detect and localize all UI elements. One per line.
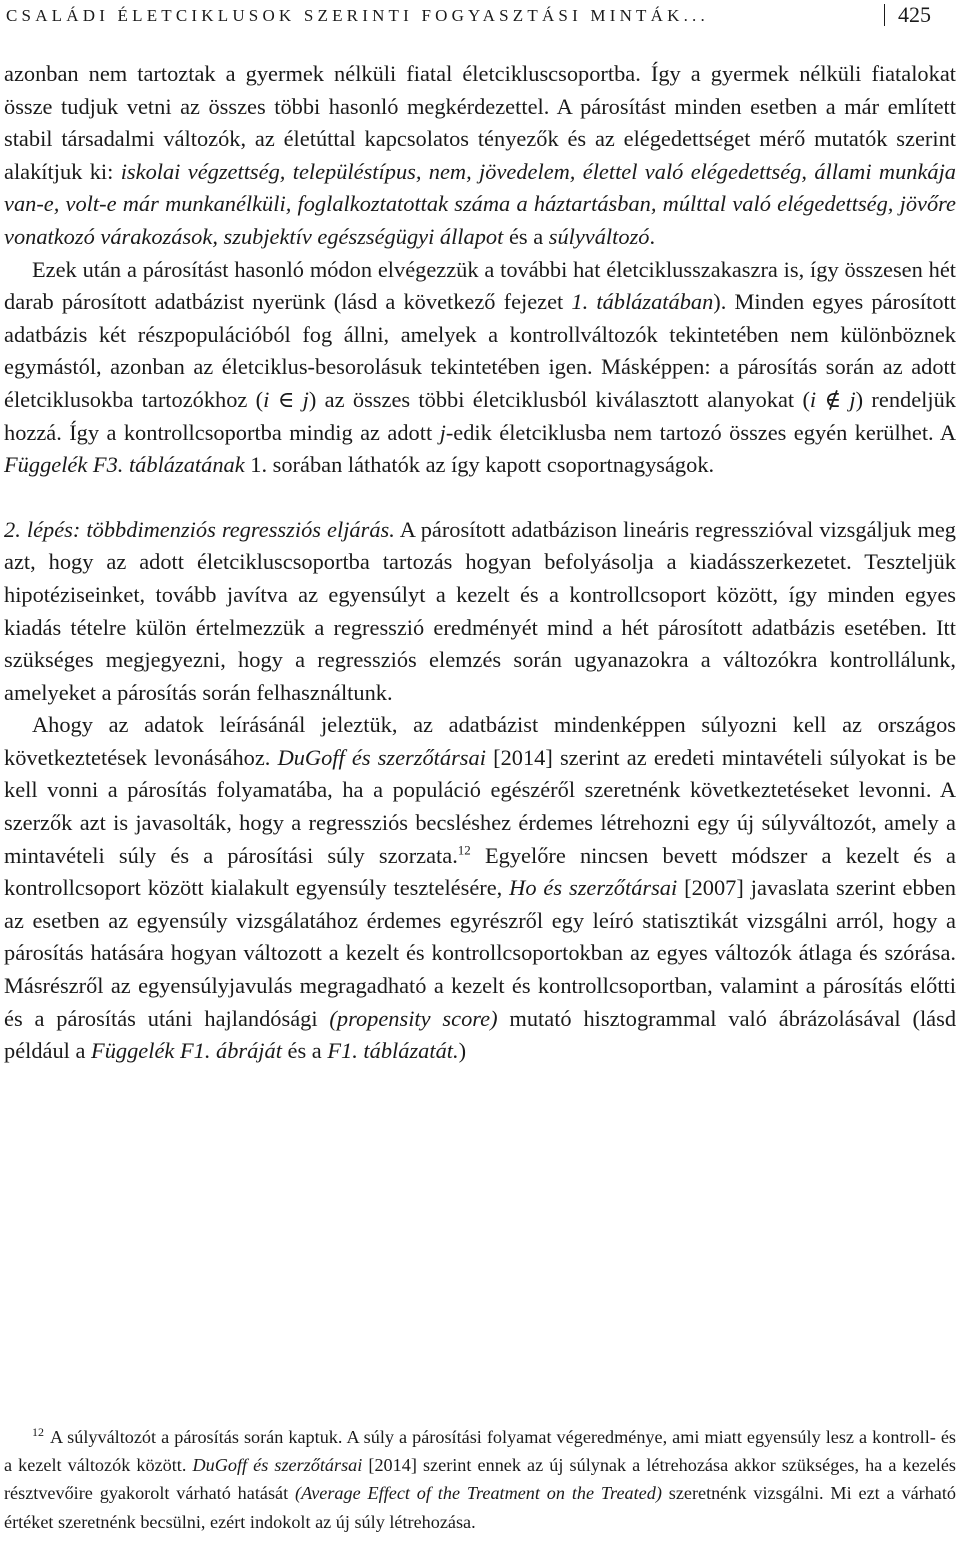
math-variable: j: [439, 419, 446, 445]
text-run: Ezek után a párosítást hasonló módon elvégezzük a további hat életciklusszakaszra is, így összesen hét darab párosított adatbázist nyerünk (lásd a következő fejezet: [4, 256, 956, 315]
paragraph-4: [4, 709, 956, 1068]
text-run: [2014] szerint ennek az új súlynak a létrehozása akkor szükséges, ha a kezelés résztvevőire gyakorolt várható hatását: [4, 1455, 957, 1504]
text-run: A súlyváltozót a párosítás során kaptuk. A súly a párosítási folyamat végeredménye, ami miatt egyensúly lesz a kontroll- és a kezelt változók között.: [4, 1427, 956, 1476]
footnote-12: [4, 1423, 956, 1536]
math-symbol: ∉: [816, 386, 850, 412]
text-run: és a: [281, 1038, 328, 1064]
appendix-reference: Függelék F3. táblázatának: [4, 452, 245, 478]
math-symbol: ∈: [269, 386, 303, 412]
text-run: .: [649, 223, 656, 249]
text-run: és a: [503, 223, 549, 249]
text-run: ). Minden egyes párosított adatbázis két részpopulációból fog állni, amelyek a kontrollváltozók tekintetében nem különböznek egymástól, azonban az életciklus-besorolásuk tekintetében igen. Másképpen: a párosítás során az adott életciklusokba tartozókhoz (: [4, 289, 956, 412]
citation-author: DuGoff és szerzőtársai: [277, 744, 486, 770]
body-text: [4, 58, 956, 1068]
math-variable: j: [849, 386, 856, 412]
math-variable: i: [809, 386, 817, 412]
text-run: [2014] szerint az eredeti mintavételi súlyokat is be kell vonni a párosítás folyamatába, ha a populáció egészéről szeretnénk következtetéseket levonni. A szerzők azt is javasolták, hogy a regressziós becsléshez érdemes létrehozni egy új súlyváltozót, amely a mintavételi súly és a párosítási súly szorzata.: [4, 744, 957, 868]
text-run: -edik életciklusba nem tartozó összes egyén kerülhet. A: [445, 419, 957, 445]
text-run: A párosított adatbázison lineáris regresszióval vizsgáljuk meg azt, hogy az adott életcikluscsoportba tartozás hogyan befolyásolja a kiadásszerkezetet. Teszteljük hipotéziseinket, tovább javítva az egyensúlyt a kezelt és a kontrollcsoport között, így minden egyes kiadás tételre külön értelmezzük a regresszió eredményét mind a hét párosított adatbázis esetében. Itt szükséges megjegyezni, hogy a regressziós elemzés során ugyanazokra a változókra kontrollálunk, amelyeket a párosítás során felhasználtunk.: [4, 516, 956, 705]
text-run: szeretnénk vizsgálni. Mi ezt a várható értéket szeretnénk becsülni, ezért indokolt az új súly létrehozása.: [4, 1483, 957, 1532]
text-run: ) az összes többi életciklusból kiválasztott alanyokat (: [308, 386, 810, 412]
text-run: mutató hisztogrammal való ábrázolásával (lásd például a: [4, 1005, 957, 1064]
text-run: Egyelőre nincsen bevett módszer a kezelt és a kontrollcsoport között kialakult egyensúly tesztelésére,: [4, 842, 956, 901]
term-propensity-score: (propensity score): [329, 1005, 498, 1031]
header-divider: [884, 4, 885, 26]
text-run: ) rendeljük hozzá. Így a kontrollcsoportba mindig az adott: [4, 386, 956, 445]
paragraph-1: [4, 58, 956, 254]
running-header: [0, 0, 960, 36]
citation-author: Ho és szerzőtársai: [509, 875, 678, 901]
variable-name: súlyváltozó: [548, 223, 650, 249]
math-variable: j: [302, 386, 309, 412]
math-variable: i: [263, 386, 270, 412]
footnote-number: 12: [32, 1424, 44, 1439]
citation-author: DuGoff és szerzőtársai: [192, 1455, 363, 1476]
text-run: [2007] javaslata szerint ebben az esetben az egyensúly vizsgálatához érdemes egyrészről egy leíró statisztikát vizsgálni arról, hogy a párosítás hatására hogyan változott a kezelt és kontrollcsoportokban az egyes változók átlaga és szórása. Másrészről az egyensúlyjavulás megragadható a kezelt és kontrollcsoportban, valamint a párosítás előtti és a párosítás utáni hajlandósági: [4, 875, 956, 1031]
paragraph-3: [4, 514, 956, 710]
running-title: CSALÁDI ÉLETCIKLUSOK SZERINTI FOGYASZTÁSI MINTÁK...: [6, 6, 709, 25]
text-run: 1. sorában láthatók az így kapott csoportnagyságok.: [244, 452, 715, 478]
step-heading: 2. lépés: többdimenziós regressziós eljárás.: [4, 516, 395, 542]
text-run: ): [458, 1038, 467, 1064]
table-reference: F1. táblázatát.: [327, 1038, 459, 1064]
figure-reference: Függelék F1. ábráját: [91, 1038, 282, 1064]
footnotes: [4, 1423, 956, 1536]
page-number: 425: [898, 2, 931, 27]
paragraph-2: [4, 254, 956, 482]
text-run: azonban nem tartoztak a gyermek nélküli fiatal életcikluscsoportba. Így a gyermek nélküli fiatalokat össze tudjuk vetni az összes többi hasonló megkérdezettel. A párosítást minden esetben a már említett stabil társadalmi változók, az életúttal kapcsolatos tényezők és az elégedettséget mérő mutatók szerint alakítjuk ki:: [4, 61, 956, 184]
english-term: (Average Effect of the Treatment on the Treated): [295, 1483, 662, 1504]
text-run: Ahogy az adatok leírásánál jeleztük, az adatbázist mindenképpen súlyozni kell az országos következtetések levonásához.: [4, 712, 956, 770]
footnote-marker[interactable]: 12: [457, 842, 471, 858]
variable-list: iskolai végzettség, településtípus, nem, jövedelem, élettel való elégedettség, állami munkája van-e, volt-e már munkanélküli, foglalkoztatottak száma a háztartásban, múlttal való elégedettség, jövőre vonatkozó várakozások, szubjektív egészségügyi állapot: [4, 158, 957, 249]
table-reference: 1. táblázatában: [571, 289, 714, 315]
